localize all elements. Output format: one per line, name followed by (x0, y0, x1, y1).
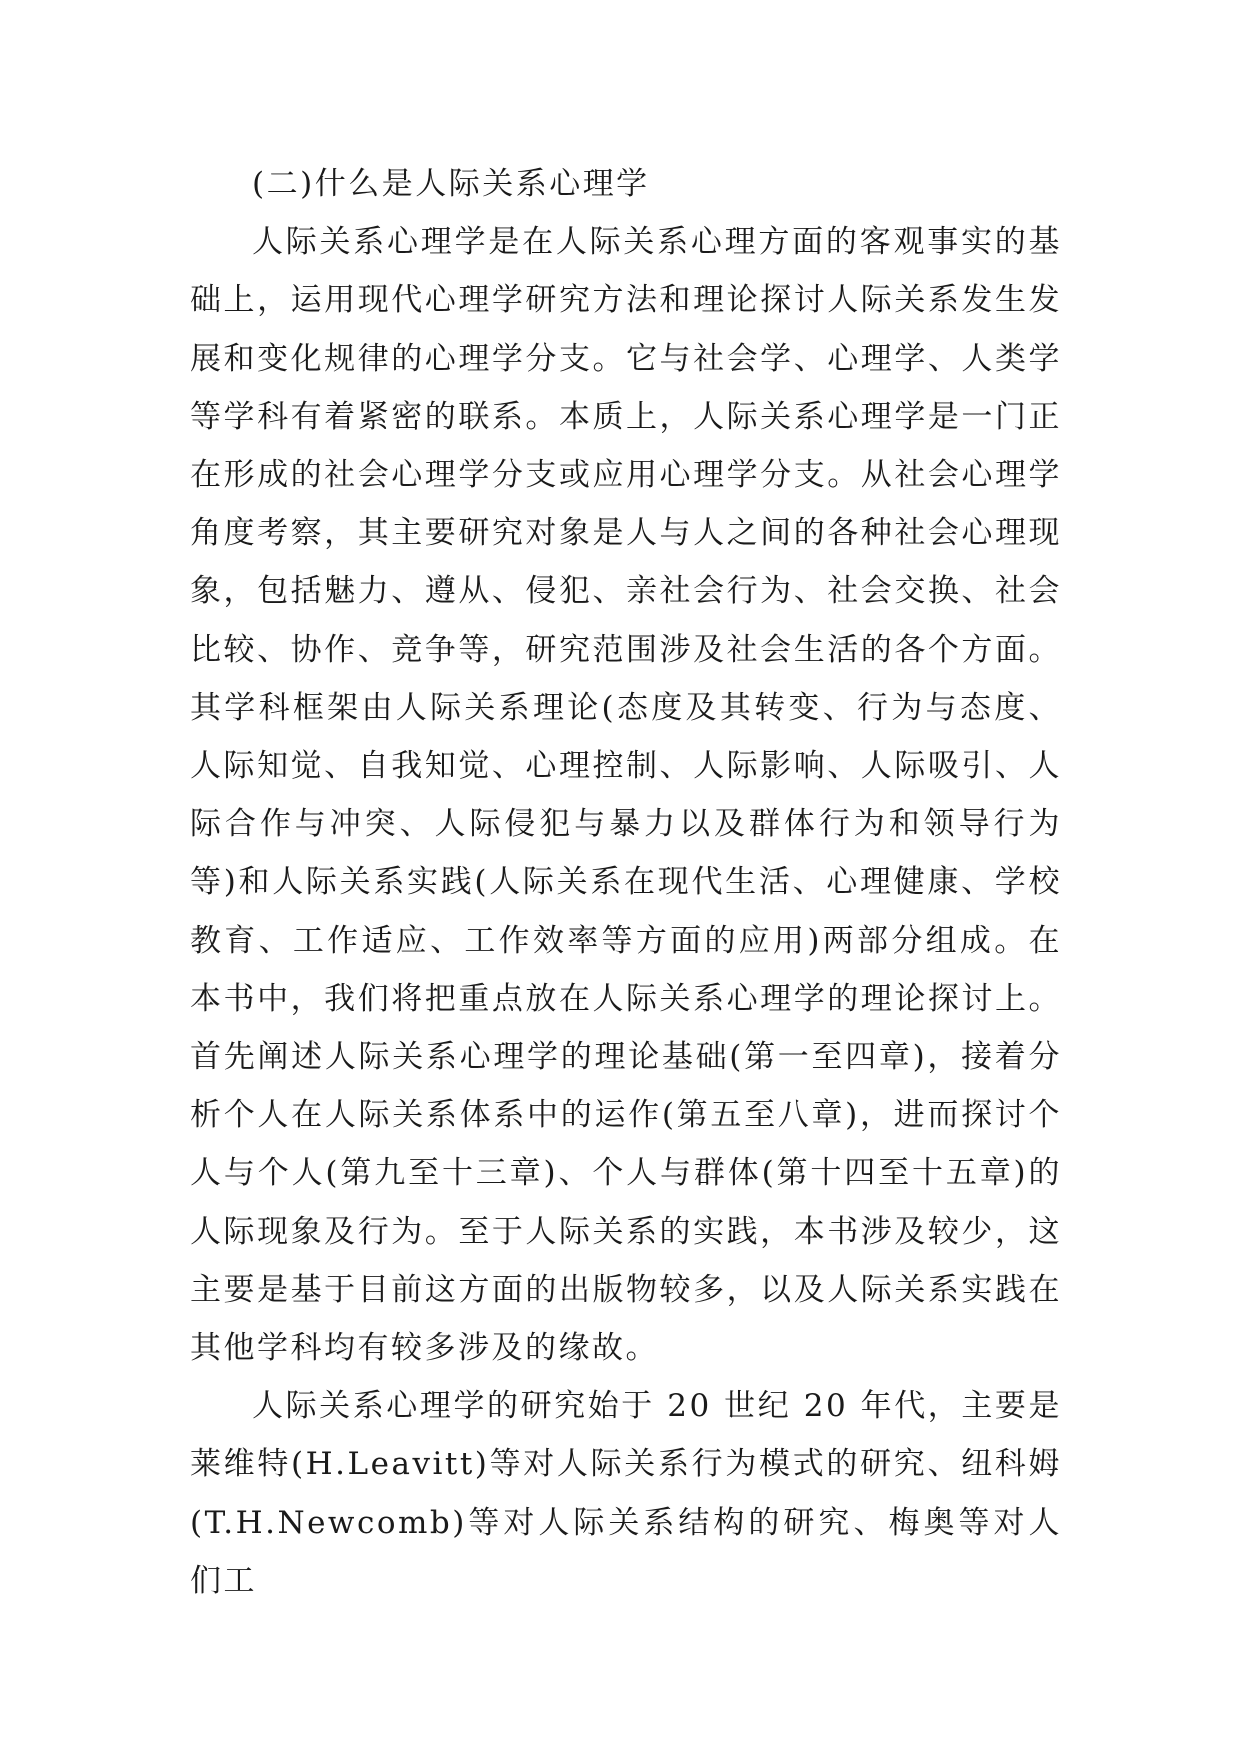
body-text (190, 155, 1062, 1610)
paragraph-history: 人际关系心理学的研究始于 20 世纪 20 年代，主要是莱维特(H.Leavitt)等对人际关系行为模式的研究、纽科姆(T.H.Newcomb)等对人际关系结构的研究、梅奥等对人们工 (190, 1388, 1062, 1599)
paragraph-definition: 人际关系心理学是在人际关系心理方面的客观事实的基础上，运用现代心理学研究方法和理论探讨人际关系发生发展和变化规律的心理学分支。它与社会学、心理学、人类学等学科有着紧密的联系。本质上，人际关系心理学是一门正在形成的社会心理学分支或应用心理学分支。从社会心理学角度考察，其主要研究对象是人与人之间的各种社会心理现象，包括魅力、遵从、侵犯、亲社会行为、社会交换、社会比较、协作、竞争等，研究范围涉及社会生活的各个方面。其学科框架由人际关系理论(态度及其转变、行为与态度、人际知觉、自我知觉、心理控制、人际影响、人际吸引、人际合作与冲突、人际侵犯与暴力以及群体行为和领导行为等)和人际关系实践(人际关系在现代生活、心理健康、学校教育、工作适应、工作效率等方面的应用)两部分组成。在本书中，我们将把重点放在人际关系心理学的理论探讨上。首先阐述人际关系心理学的理论基础(第一至四章)，接着分析个人在人际关系体系中的运作(第五至八章)，进而探讨个人与个人(第九至十三章)、个人与群体(第十四至十五章)的人际现象及行为。至于人际关系的实践，本书涉及较少，这主要是基于目前这方面的出版物较多，以及人际关系实践在其他学科均有较多涉及的缘故。 (190, 224, 1062, 1367)
section-heading: (二)什么是人际关系心理学 (252, 166, 650, 202)
